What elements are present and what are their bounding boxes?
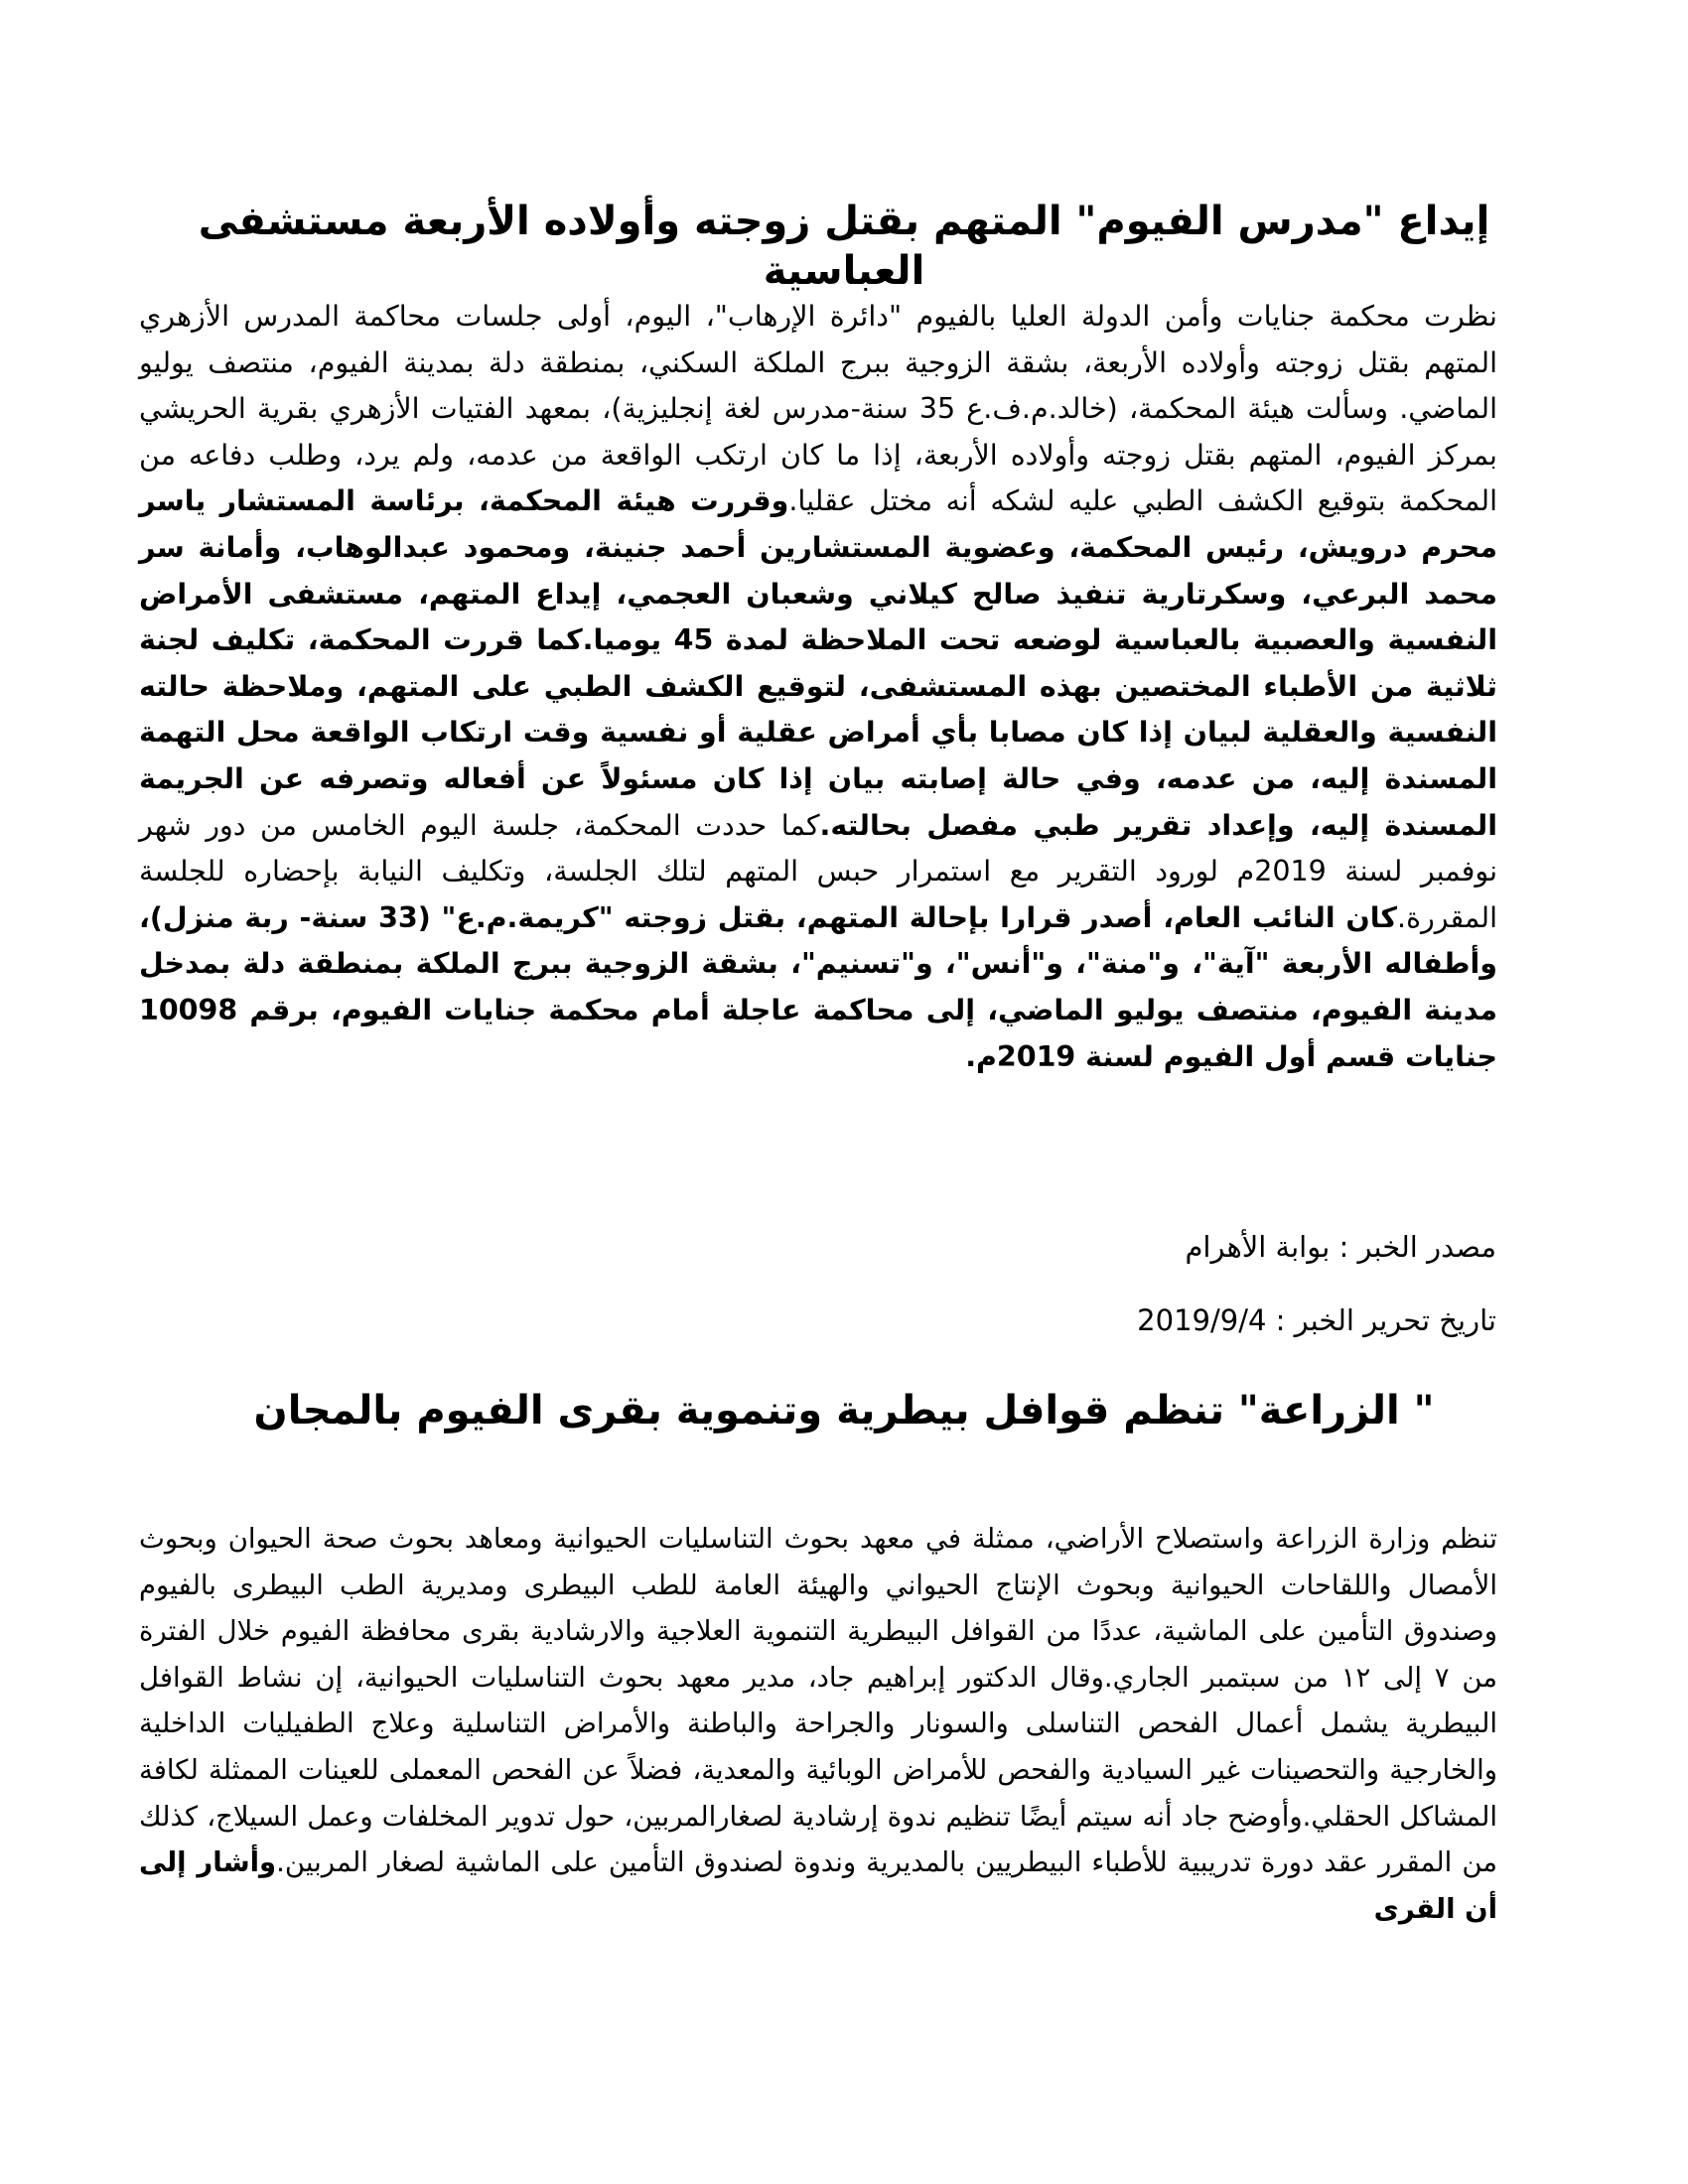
article-2-body <box>139 1516 1497 1932</box>
news-source: مصدر الخبر : بوابة الأهرام <box>1185 1230 1496 1264</box>
article-2-title: " الزراعة" تنظم قوافل بيطرية وتنموية بقرى الفيوم بالمجان <box>253 1388 1435 1433</box>
article-1-body-bold-2: كان النائب العام، أصدر قرارا بإحالة المتهم، بقتل زوجته "كريمة.م.ع" (33 سنة- ربة منزل)، وأطفاله الأربعة "آية"، و"منة"، و"أنس"، و"تسنيم"، بشقة الزوجية ببرج الملكة بمنطقة دلة بمدخل مدينة الفيوم، منتصف يوليو الماضي، إلى محاكمة عاجلة أمام محكمة جنايات الفيوم، برقم 10098 جنايات قسم أول الفيوم لسنة 2019م. <box>139 900 1497 1073</box>
article-1-body-regular-2: كما حددت المحكمة، جلسة اليوم الخامس من دور شهر نوفمبر لسنة 2019م لورود التقرير مع استمرار حبس المتهم لتلك الجلسة، وتكليف النيابة بإحضاره للجلسة المقررة. <box>139 808 1497 934</box>
article-2-body-regular: تنظم وزارة الزراعة واستصلاح الأراضي، ممثلة في معهد بحوث التناسليات الحيوانية ومعاهد بحوث صحة الحيوان وبحوث الأمصال واللقاحات الحيوانية وبحوث الإنتاج الحيواني والهيئة العامة للطب البيطرى ومديرية الطب البيطرى بالفيوم وصندوق التأمين على الماشية، عددًا من القوافل البيطرية التنموية العلاجية والارشادية بقرى محافظة الفيوم خلال الفترة من ٧ إلى ١٢ من سبتمبر الجاري.وقال الدكتور إبراهيم جاد، مدير معهد بحوث التناسليات الحيوانية، إن نشاط القوافل البيطرية يشمل أعمال الفحص التناسلى والسونار والجراحة والباطنة والأمراض التناسلية وعلاج الطفيليات الداخلية والخارجية والتحصينات غير السيادية والفحص للأمراض الوبائية والمعدية، فضلاً عن الفحص المعملى للعينات الممثلة لكافة المشاكل الحقلي.وأوضح جاد أنه سيتم أيضًا تنظيم ندوة إرشادية لصغارالمربين، حول تدوير المخلفات وعمل السيلاج، كذلك من المقرر عقد دورة تدريبية للأطباء البيطريين بالمديرية وندوة لصندوق التأمين على الماشية لصغار المربين. <box>139 1523 1498 1879</box>
article-1-title: إيداع "مدرس الفيوم" المتهم بقتل زوجته وأولاده الأربعة مستشفى العباسية <box>198 199 1490 294</box>
article-1-body <box>139 294 1497 1080</box>
news-date: تاريخ تحرير الخبر : 2019/9/4 <box>1137 1303 1496 1337</box>
article-2-body-bold: وأشار إلى أن القرى <box>139 1846 1497 1925</box>
article-1-body-regular: نظرت محكمة جنايات وأمن الدولة العليا بالفيوم "دائرة الإرهاب"، اليوم، أولى جلسات محاكمة المدرس الأزهري المتهم بقتل زوجته وأولاده الأربعة، بشقة الزوجية ببرج الملكة السكني، بمنطقة دلة بمدينة الفيوم، منتصف يوليو الماضي. وسألت هيئة المحكمة، (خالد.م.ف.ع 35 سنة-مدرس لغة إنجليزية)، بمعهد الفتيات الأزهري بقرية الحريشي بمركز الفيوم، المتهم بقتل زوجته وأولاده الأربعة، إذا ما كان ارتكب الواقعة من عدمه، ولم يرد، وطلب دفاعه من المحكمة بتوقيع الكشف الطبي عليه لشكه أنه مختل عقليا. <box>139 300 1498 518</box>
article-1-body-bold: وقررت هيئة المحكمة، برئاسة المستشار ياسر محرم درويش، رئيس المحكمة، وعضوية المستشارين أحمد جنينة، ومحمود عبدالوهاب، وأمانة سر محمد البرعي، وسكرتارية تنفيذ صالح كيلاني وشعبان العجمي، إيداع المتهم، مستشفى الأمراض النفسية والعصبية بالعباسية لوضعه تحت الملاحظة لمدة 45 يوميا.كما قررت المحكمة، تكليف لجنة ثلاثية من الأطباء المختصين بهذه المستشفى، لتوقيع الكشف الطبي على المتهم، وملاحظة حالته النفسية والعقلية لبيان إذا كان مصابا بأي أمراض عقلية أو نفسية وقت ارتكاب الواقعة محل التهمة المسندة إليه، من عدمه، وفي حالة إصابته بيان إذا كان مسئولاً عن أفعاله وتصرفه عن الجريمة المسندة إليه، وإعداد تقرير طبي مفصل بحالته. <box>139 484 1498 842</box>
